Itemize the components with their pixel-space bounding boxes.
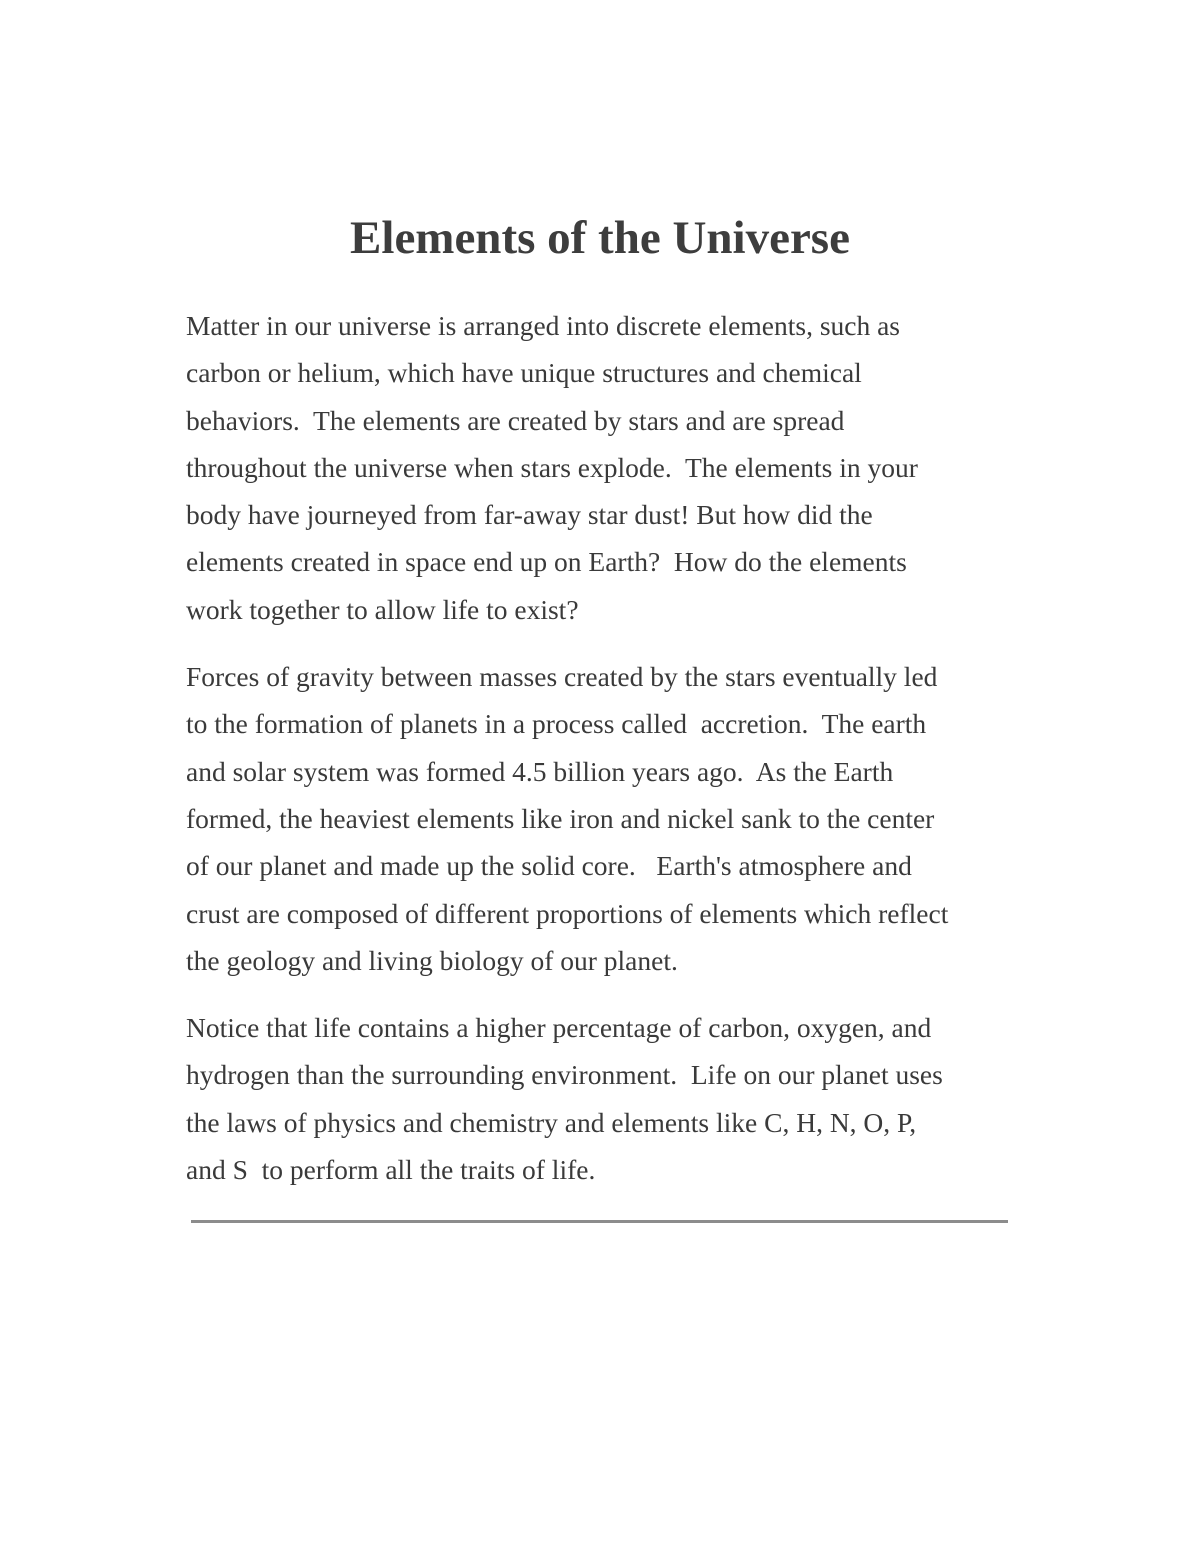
- paragraph-line: elements created in space end up on Earth? How do the elements: [186, 546, 907, 578]
- paragraph-line: to the formation of planets in a process called accretion. The earth: [186, 708, 927, 740]
- paragraph-line: formed, the heaviest elements like iron and nickel sank to the center: [186, 802, 935, 834]
- paragraph-line: Notice that life contains a higher percentage of carbon, oxygen, and: [186, 1012, 932, 1044]
- paragraph-line: Forces of gravity between masses created by the stars eventually led: [186, 661, 938, 693]
- horizontal-rule: [191, 1220, 1008, 1223]
- paragraph-line: and solar system was formed 4.5 billion years ago. As the Earth: [186, 755, 894, 787]
- paragraph-3: [186, 1004, 1016, 1193]
- document-body: [186, 302, 1016, 1213]
- paragraph-line: work together to allow life to exist?: [186, 593, 579, 625]
- document-title: Elements of the Universe: [350, 212, 850, 264]
- paragraph-line: throughout the universe when stars explode. The elements in your: [186, 451, 918, 483]
- paragraph-line: the geology and living biology of our planet.: [186, 944, 678, 976]
- paragraph-line: body have journeyed from far-away star dust! But how did the: [186, 499, 873, 531]
- paragraph-line: carbon or helium, which have unique structures and chemical: [186, 357, 862, 389]
- paragraph-line: Matter in our universe is arranged into discrete elements, such as: [186, 310, 901, 341]
- paragraph-line: and S to perform all the traits of life.: [186, 1154, 596, 1186]
- paragraph-line: of our planet and made up the solid core. Earth's atmosphere and: [186, 850, 912, 882]
- paragraph-line: crust are composed of different proportions of elements which reflect: [186, 897, 949, 929]
- paragraph-line: hydrogen than the surrounding environment. Life on our planet uses: [186, 1059, 943, 1091]
- paragraph-line: behaviors. The elements are created by stars and are spread: [186, 404, 845, 436]
- paragraph-line: the laws of physics and chemistry and elements like C, H, N, O, P,: [186, 1106, 917, 1138]
- paragraph-1: [186, 302, 1016, 633]
- paragraph-2: [186, 653, 1016, 984]
